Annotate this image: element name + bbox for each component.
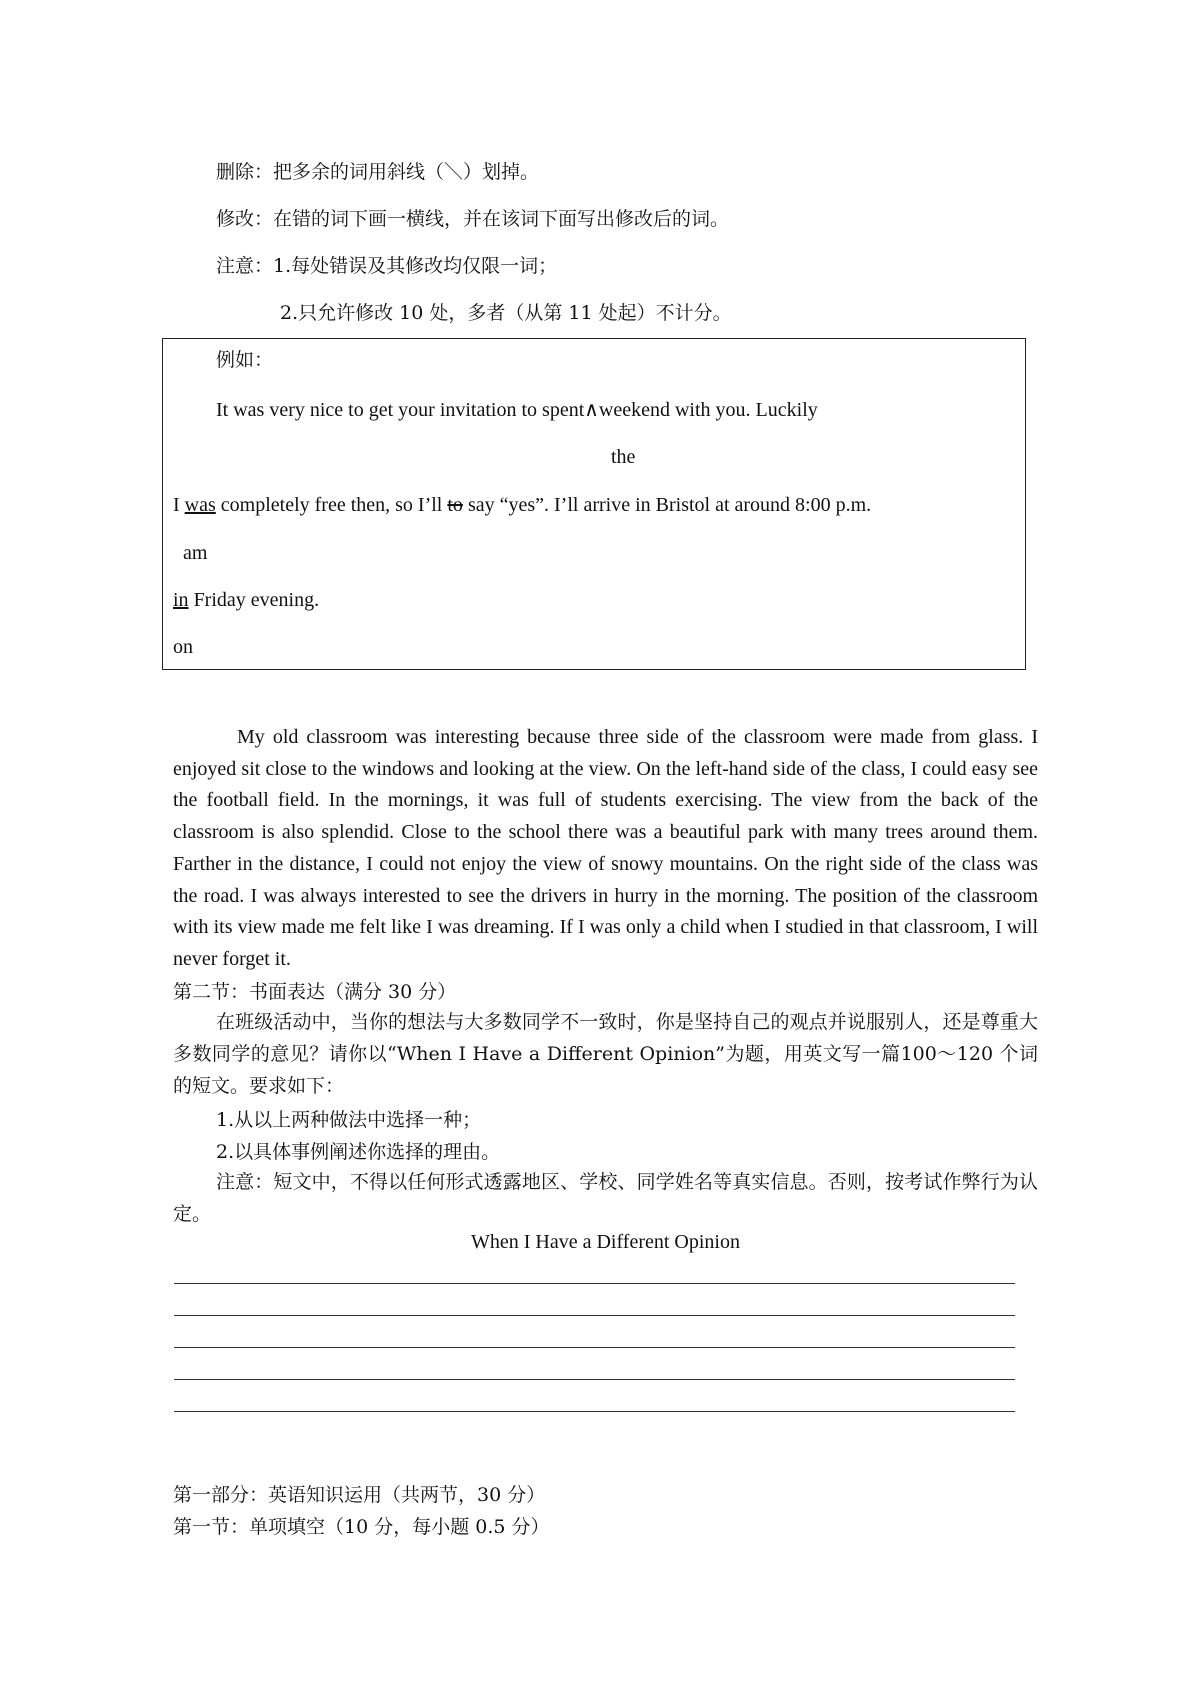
writing-line [174,1315,1015,1316]
example-line-2-b: completely free then, so I’ll [215,494,448,516]
example-line-1-pre: It was very nice to get your invitation to spent [216,399,585,421]
example-line-1-post: weekend with you. Luckily [598,399,818,421]
part-1-section-1-heading: 第一节：单项填空（10 分，每小题 0.5 分） [173,1516,550,1538]
part-1-heading: 第一部分：英语知识运用（共两节，30 分） [173,1484,546,1506]
example-line-2-c: say “yes”. I’ll arrive in Bristol at around 8:00 p.m. [462,494,872,516]
example-insert-word: the [611,446,636,468]
essay-title: When I Have a Different Opinion [471,1231,740,1253]
writing-line [174,1379,1015,1380]
example-fix-2: on [173,636,193,658]
writing-line [174,1411,1015,1412]
example-label: 例如： [216,349,274,371]
instruction-modify: 修改：在错的词下画一横线，并在该词下面写出修改后的词。 [216,208,730,230]
writing-note: 注意：短文中，不得以任何形式透露地区、学校、同学姓名等真实信息。否则，按考试作弊行为认定。 [173,1171,1038,1225]
example-deleted-word: to [447,494,463,516]
error-correction-passage: My old classroom was interesting because three side of the classroom were made from glass. I enjoyed sit close to the windows and looking at the view. On the left-hand side of the class, I could easy see the football field. In the mornings, it was full of students exercising. The view from the back of the classroom is also splendid. Close to the school there was a beautiful park with many trees around them. Farther in the distance, I could not enjoy the view of snowy mountains. On the right side of the class was the road. I was always interested to see the drivers in hurry in the morning. The position of the classroom with its view made me felt like I was dreaming. If I was only a child when I studied in that classroom, I will never forget it. [173,726,1038,970]
example-line-3-rest: Friday evening. [188,589,320,611]
example-error-word-1: was [184,494,216,516]
requirement-1: 1.从以上两种做法中选择一种； [216,1109,482,1131]
instruction-note-2: 2.只允许修改 10 处，多者（从第 11 处起）不计分。 [280,302,732,324]
example-line-3 [173,588,319,612]
insert-caret: ∧ [584,399,599,421]
example-line-2 [173,493,871,517]
instruction-note-1: 注意：1.每处错误及其修改均仅限一词； [216,255,558,277]
writing-line [174,1347,1015,1348]
example-error-word-2: in [173,589,189,611]
section-2-heading: 第二节：书面表达（满分 30 分） [173,981,457,1003]
example-line-1 [216,398,818,422]
writing-line [174,1283,1015,1284]
example-line-2-a: I [173,494,185,516]
instruction-delete: 删除：把多余的词用斜线（＼）划掉。 [216,161,540,183]
example-fix-1: am [183,542,208,564]
writing-prompt: 在班级活动中，当你的想法与大多数同学不一致时，你是坚持自己的观点并说服别人，还是尊重大多数同学的意见？请你以“When I Have a Different Opinion”为题，用英文写一篇100～120 个词的短文。要求如下： [173,1011,1038,1097]
requirement-2: 2.以具体事例阐述你选择的理由。 [216,1141,501,1163]
